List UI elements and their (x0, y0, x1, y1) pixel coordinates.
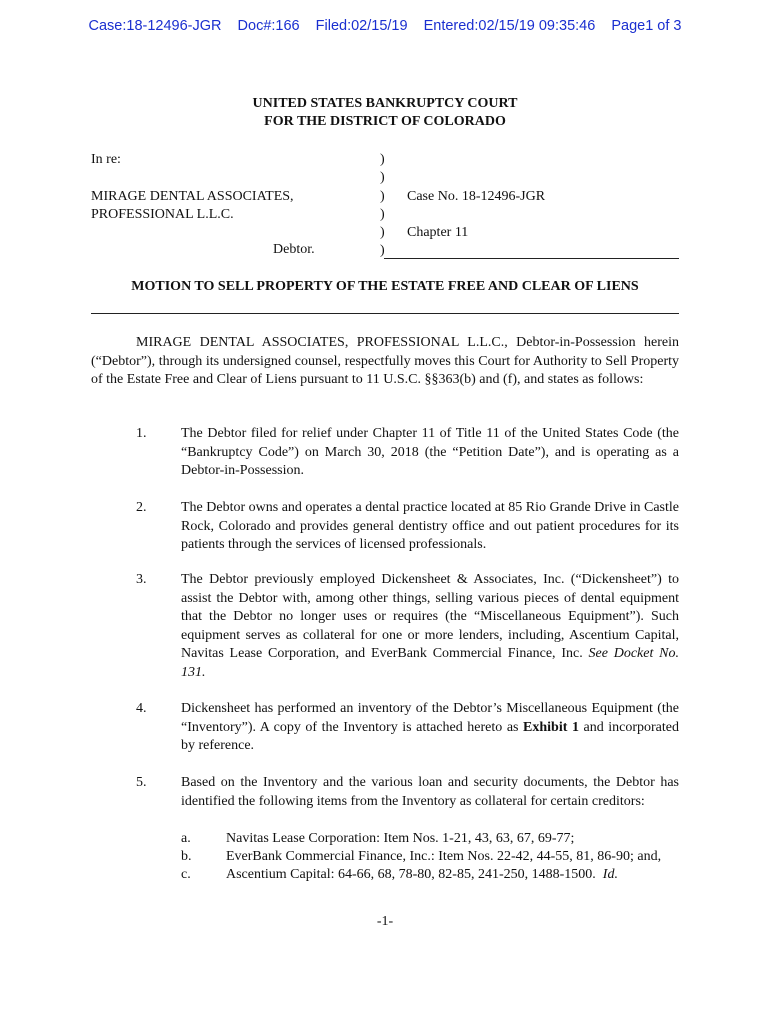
paragraph-body: The Debtor previously employed Dickensheet & Associates, Inc. (“Dickensheet”) to assist the Debtor with, among other things, selling various pieces of dental equipment that the Debtor no longer uses or requires (the “Miscellaneous Equipment”). Such equipment serves as collateral for one or more lenders, including, Ascentium Capital, Navitas Lease Corporation, and EverBank Commercial Finance, Inc. (181, 572, 679, 661)
debtor-label: Debtor. (273, 242, 315, 257)
paragraph-text: Based on the Inventory and the various loan and security documents, the Debtor has identified the following items from the Inventory as collateral for certain creditors: (181, 775, 679, 809)
stamp-filed-date: Filed:02/15/19 (315, 18, 408, 34)
paragraph-number: 3. (136, 572, 147, 587)
stamp-doc-number: Doc#:166 (237, 18, 300, 34)
stamp-entered-date: Entered:02/15/19 09:35:46 (423, 18, 596, 34)
id-citation: Id. (602, 867, 618, 882)
party-name-line2: PROFESSIONAL L.L.C. (91, 206, 234, 222)
title-rule (91, 313, 679, 314)
paragraph-number: 4. (136, 701, 147, 716)
caption-case-info (407, 151, 545, 242)
paragraph-text (181, 571, 679, 682)
case-number: Case No. 18-12496-JGR (407, 188, 546, 204)
sub-item-letter: c. (181, 867, 191, 882)
chapter-label: Chapter 11 (407, 225, 469, 241)
court-district: FOR THE DISTRICT OF COLORADO (264, 114, 506, 129)
case-caption (91, 151, 679, 261)
court-name: UNITED STATES BANKRUPTCY COURT (252, 96, 518, 111)
paragraph-body-a: Dickensheet has performed an inventory of the Debtor’s Miscellaneous Equipment (the “Inventory”). A copy of the Inventory is attached hereto as (181, 701, 679, 735)
intro-paragraph: MIRAGE DENTAL ASSOCIATES, PROFESSIONAL L.L.C., Debtor-in-Possession herein (“Debtor”), through its undersigned counsel, respectfully moves this Court for Authority to Sell Property of the Estate Free and Clear of Liens pursuant to 11 U.S.C. §§363(b) and (f), and states as follows: (91, 335, 679, 387)
paragraph-text: The Debtor filed for relief under Chapter 11 of Title 11 of the United States Code (the “Bankruptcy Code”) on March 30, 2018 (the “Petition Date”), and is operating as a Debtor-in-Possession. (181, 426, 679, 478)
paragraph-text (181, 700, 679, 756)
sub-item-text: Navitas Lease Corporation: Item Nos. 1-21, 43, 63, 67, 69-77; (226, 831, 575, 846)
caption-parentheses (380, 151, 385, 261)
caption-divider (384, 258, 679, 259)
docket-citation: See Docket No. 131. (181, 646, 679, 680)
paren: ) (380, 188, 385, 204)
paragraph-number: 2. (136, 500, 147, 515)
exhibit-reference: Exhibit 1 (523, 719, 579, 735)
caption-parties (91, 151, 371, 224)
sub-item-letter: a. (181, 831, 191, 846)
paren: ) (380, 243, 385, 259)
court-heading (0, 95, 770, 131)
paragraph-number: 5. (136, 775, 147, 790)
paren: ) (380, 225, 385, 241)
paren: ) (380, 206, 385, 222)
party-name-line1: MIRAGE DENTAL ASSOCIATES, (91, 188, 294, 204)
page-number: -1- (376, 914, 394, 929)
in-re-label: In re: (91, 152, 121, 167)
stamp-case-number: Case:18-12496-JGR (88, 18, 222, 34)
stamp-page-count: Page1 of 3 (611, 18, 682, 34)
paragraph-text: The Debtor owns and operates a dental practice located at 85 Rio Grande Drive in Castle Rock, Colorado and provides general dentistry office and out patient procedures for its patients through the services of licensed professionals. (181, 500, 679, 552)
sub-item-text-wrap (226, 866, 679, 885)
paren: ) (380, 152, 385, 167)
sub-item-text: Ascentium Capital: 64-66, 68, 78-80, 82-85, 241-250, 1488-1500. (226, 867, 596, 882)
filing-stamp-header (0, 18, 770, 34)
paragraph-body-b: and incorporated by reference. (181, 719, 680, 753)
paragraph-number: 1. (136, 426, 147, 441)
paren: ) (380, 170, 385, 186)
sub-item-letter: b. (181, 849, 192, 864)
sub-item-text: EverBank Commercial Finance, Inc.: Item Nos. 22-42, 44-55, 81, 86-90; and, (226, 849, 662, 864)
motion-title: MOTION TO SELL PROPERTY OF THE ESTATE FREE AND CLEAR OF LIENS (131, 279, 639, 294)
